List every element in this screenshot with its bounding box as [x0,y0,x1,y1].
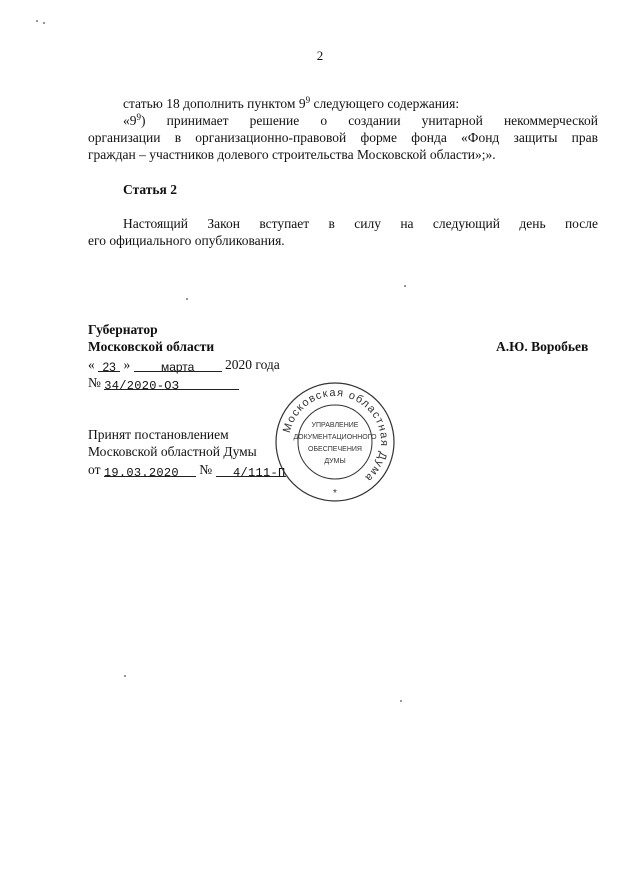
adoption-number: 4/111-П [232,466,286,480]
governor-name: А.Ю. Воробьев [496,339,589,354]
law-number-value: 34/2020-ОЗ [104,379,180,393]
date-month-field [134,358,222,372]
stamp-inner-line2: ДОКУМЕНТАЦИОННОГО [293,434,377,441]
adoption-date: 19.03.2020 [103,466,179,480]
date-day-field [98,358,120,372]
adoption-date-field [103,463,196,480]
amendment-item-line2: организации в организационно-правовой форме фонда «Фонд защиты прав [88,130,598,145]
adoption-line1: Принят постановлением [88,427,229,442]
scan-speck [124,675,126,677]
law-number [88,374,239,391]
governor-title-line2: Московской области [88,339,215,354]
amendment-item-sup: 9 [136,112,141,122]
amendment-intro-sup: 9 [305,95,311,105]
scan-speck [186,298,188,300]
date-quote-open: « [88,357,95,372]
stamp-inner-line3: ОБЕСПЕЧЕНИЯ [308,446,362,453]
law-number-prefix: № [88,375,101,390]
date-month: марта [160,360,195,374]
amendment-item-text: ) принимает решение о создании унитарной некоммерческой [141,113,598,128]
article-2-line2: его официального опубликования. [88,233,285,248]
page-number: 2 [316,48,324,63]
stamp-inner-line4: ДУМЫ [324,458,346,465]
amendment-item-line1 [123,112,598,129]
stamp-inner-ring [298,405,372,479]
adoption-number-prefix: № [199,462,213,477]
stamp-inner-line1: УПРАВЛЕНИЕ [311,422,359,429]
stamp-ring-text: Московская областная Дума [280,386,391,485]
scan-speck [36,20,38,22]
amendment-item-line3: граждан – участников долевого строительства Московской области»;». [88,147,496,162]
governor-title-line1: Губернатор [88,322,158,337]
date-year: 2020 года [225,357,280,372]
adoption-details [88,461,286,478]
signing-date [88,356,280,373]
scan-speck [43,22,45,24]
scan-speck [404,285,406,287]
stamp-star: * [333,488,337,499]
date-day: 23 [102,360,116,374]
amendment-intro-tail: следующего содержания: [310,96,460,111]
article-2-heading: Статья 2 [123,182,177,197]
amendment-intro [123,95,459,112]
article-2-line1: Настоящий Закон вступает в силу на следующий день после [123,216,598,231]
amendment-item-open: «9 [123,113,137,128]
official-stamp [273,380,397,504]
stamp-outer-ring [276,383,394,501]
date-quote-close: » [123,357,131,372]
adoption-line2: Московской областной Думы [88,444,257,459]
law-number-field [104,376,239,393]
adoption-date-prefix: от [88,462,101,477]
scan-speck [400,700,402,702]
amendment-intro-text: статью 18 дополнить пунктом 9 [123,96,306,111]
